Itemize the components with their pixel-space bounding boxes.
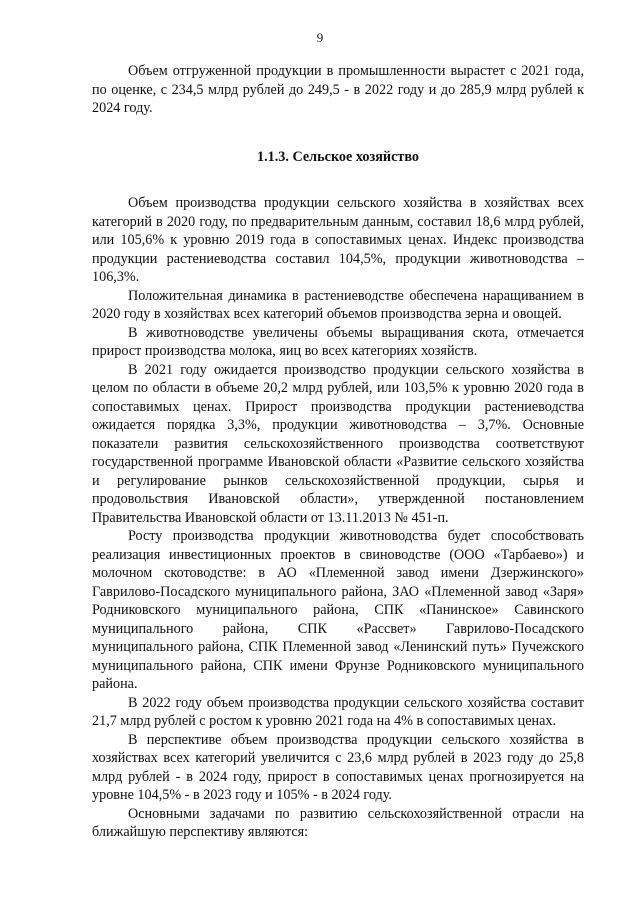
paragraph-main-tasks: Основными задачами по развитию сельскохозяйственной отрасли на ближайшую перспективу являются:	[92, 805, 584, 840]
paragraph-crop-dynamics: Положительная динамика в растениеводстве обеспечена наращиванием в 2020 году в хозяйствах всех категорий объемов производства зерна и овощей.	[92, 287, 584, 322]
paragraph-production-2020: Объем производства продукции сельского хозяйства в хозяйствах всех категорий в 2020 году, по предварительным данным, составил 18,6 млрд рублей, или 105,6% к уровню 2019 года в сопоставимых ценах. Индекс производства продукции растениеводства составил 104,5%, продукции животноводства – 106,3%.	[92, 195, 584, 285]
section-heading: 1.1.3. Сельское хозяйство	[257, 148, 419, 165]
paragraph-outlook-2023-2024: В перспективе объем производства продукции сельского хозяйства в хозяйствах всех категорий увеличится с 23,6 млрд рублей в 2023 году до 25,8 млрд рублей - в 2024 году, прирост в сопоставимых ценах прогнозируется на уровне 104,5% - в 2023 году и 105% - в 2024 году.	[92, 731, 584, 803]
page-number: 9	[316, 30, 324, 45]
paragraph-forecast-2022: В 2022 году объем производства продукции сельского хозяйства составит 21,7 млрд рублей с ростом к уровню 2021 года на 4% в сопоставимых ценах.	[92, 694, 584, 729]
paragraph-expected-2021: В 2021 году ожидается производство продукции сельского хозяйства в целом по области в объеме 20,2 млрд рублей, или 103,5% к уровню 2020 года в сопоставимых ценах. Прирост производства продукции растениеводства ожидается порядка 3,3%, продукции животноводства – 3,7%. Основные показатели развития сельскохозяйственного производства соответствуют государственной программе Ивановской области «Развитие сельского хозяйства и регулирование рынков сельскохозяйственной продукции, сырья и продовольствия Ивановской области», утвержденной постановлением Правительства Ивановской области от 13.11.2013 № 451-п.	[92, 361, 584, 526]
paragraph-industry-shipments: Объем отгруженной продукции в промышленности вырастет с 2021 года, по оценке, с 234,5 млрд рублей до 249,5 - в 2022 году и до 285,9 млрд рублей к 2024 году.	[92, 63, 584, 116]
document-body	[92, 62, 584, 842]
paragraph-investment-projects: Росту производства продукции животноводства будет способствовать реализация инвестиционных проектов в свиноводстве (ООО «Тарбаево») и молочном скотоводстве: в АО «Племенной завод имени Дзержинского» Гаврилово-Посадского муниципального района, ЗАО «Племенной завод «Заря» Родниковского муниципального района, СПК «Панинское» Савинского муниципального района, СПК «Рассвет» Гаврилово-Посадского муниципального района, СПК Племенной завод «Ленинский путь» Пучежского муниципального района, СПК имени Фрунзе Родниковского муниципального района.	[92, 528, 584, 692]
paragraph-livestock: В животноводстве увеличены объемы выращивания скота, отмечается прирост производства молока, яиц во всех категориях хозяйств.	[92, 324, 584, 359]
